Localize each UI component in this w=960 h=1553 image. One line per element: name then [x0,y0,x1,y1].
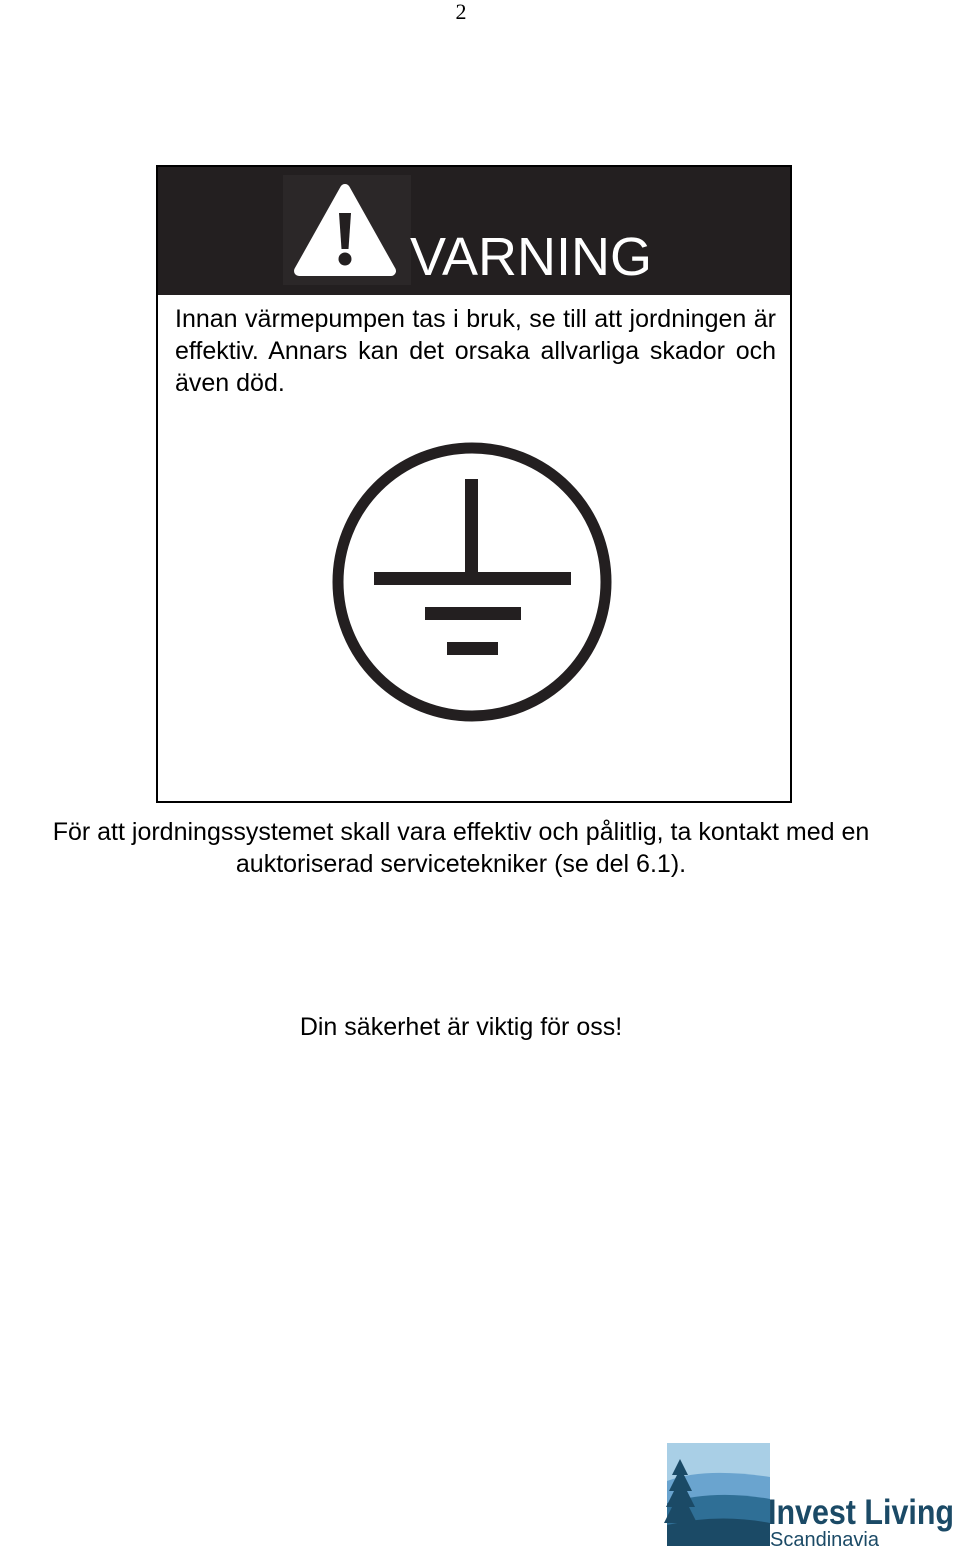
warning-triangle-icon [283,175,411,285]
safety-message: Din säkerhet är viktig för oss! [299,1013,623,1041]
warning-title: VARNING [410,227,653,287]
ground-symbol-icon [328,437,618,727]
warning-text: Innan värmepumpen tas i bruk, se till att jordningen är effektiv. Annars kan det orsaka allvarliga skador och även död. [175,305,776,397]
instruction-line-1: För att jordningssystemet skall vara effektiv och pålitlig, ta kontakt med en [52,818,870,846]
warning-box [156,165,792,803]
page-number: 2 [455,0,467,24]
logo-name: Invest Living [768,1493,954,1532]
logo-subtitle: Scandinavia [770,1529,879,1548]
invest-living-logo [664,1441,958,1548]
grounding-instruction [0,816,922,880]
instruction-line-2: auktoriserad servicetekniker (se del 6.1). [235,850,687,878]
warning-header [158,167,790,295]
